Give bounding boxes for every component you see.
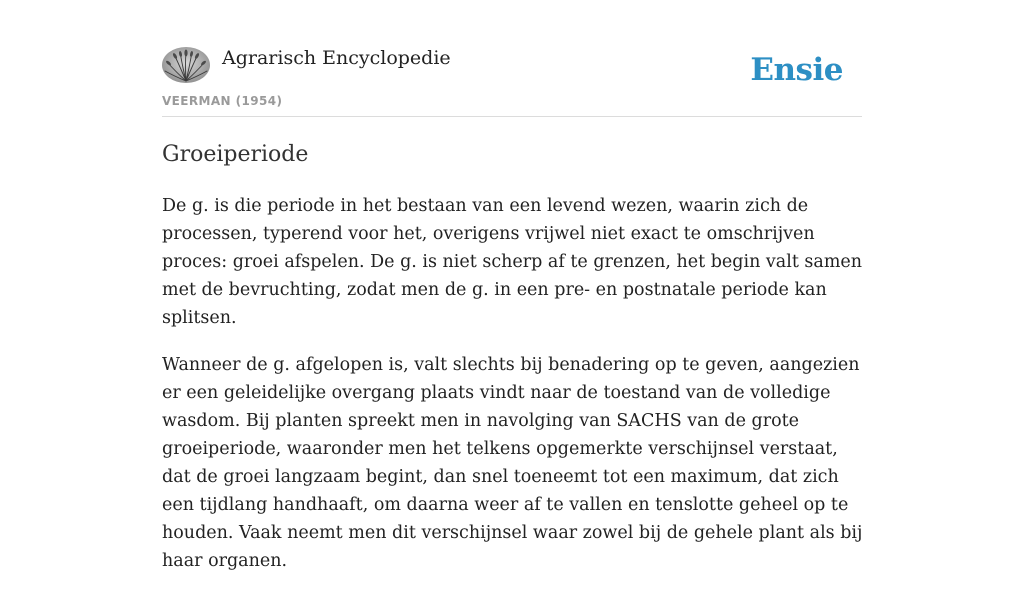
wheat-sheaf-icon[interactable] bbox=[162, 47, 210, 83]
book-header bbox=[162, 46, 862, 117]
article-body bbox=[162, 192, 868, 594]
book-title[interactable]: Agrarisch Encyclopedie bbox=[222, 47, 451, 69]
article-paragraph: Wanneer de g. afgelopen is, valt slechts bij benadering op te geven, aangezien er een geleidelijke overgang plaats vindt naar de toestand van de volledige wasdom. Bij planten spreekt men in navolging van SACHS van de grote groeiperiode, waaronder men het telkens opgemerkte verschijnsel verstaat, dat de groei langzaam begint, dan snel toeneemt tot een maximum, dat zich een tijdlang handhaaft, om daarna weer af te vallen en tenslotte geheel op te houden. Vaak neemt men dit verschijnsel waar zowel bij de gehele plant als bij haar organen. bbox=[162, 355, 863, 571]
brand-logo[interactable]: Ensie bbox=[750, 52, 843, 88]
article-title: Groeiperiode bbox=[162, 142, 309, 167]
book-author: VEERMAN (1954) bbox=[162, 94, 283, 108]
article-paragraph: De g. is die periode in het bestaan van een levend wezen, waarin zich de processen, typerend voor het, overigens vrijwel niet exact te omschrijven proces: groei afspelen. De g. is niet scherp af te grenzen, het begin valt samen met de bevruchting, zodat men de g. in een pre- en postnatale periode kan splitsen. bbox=[162, 196, 863, 328]
